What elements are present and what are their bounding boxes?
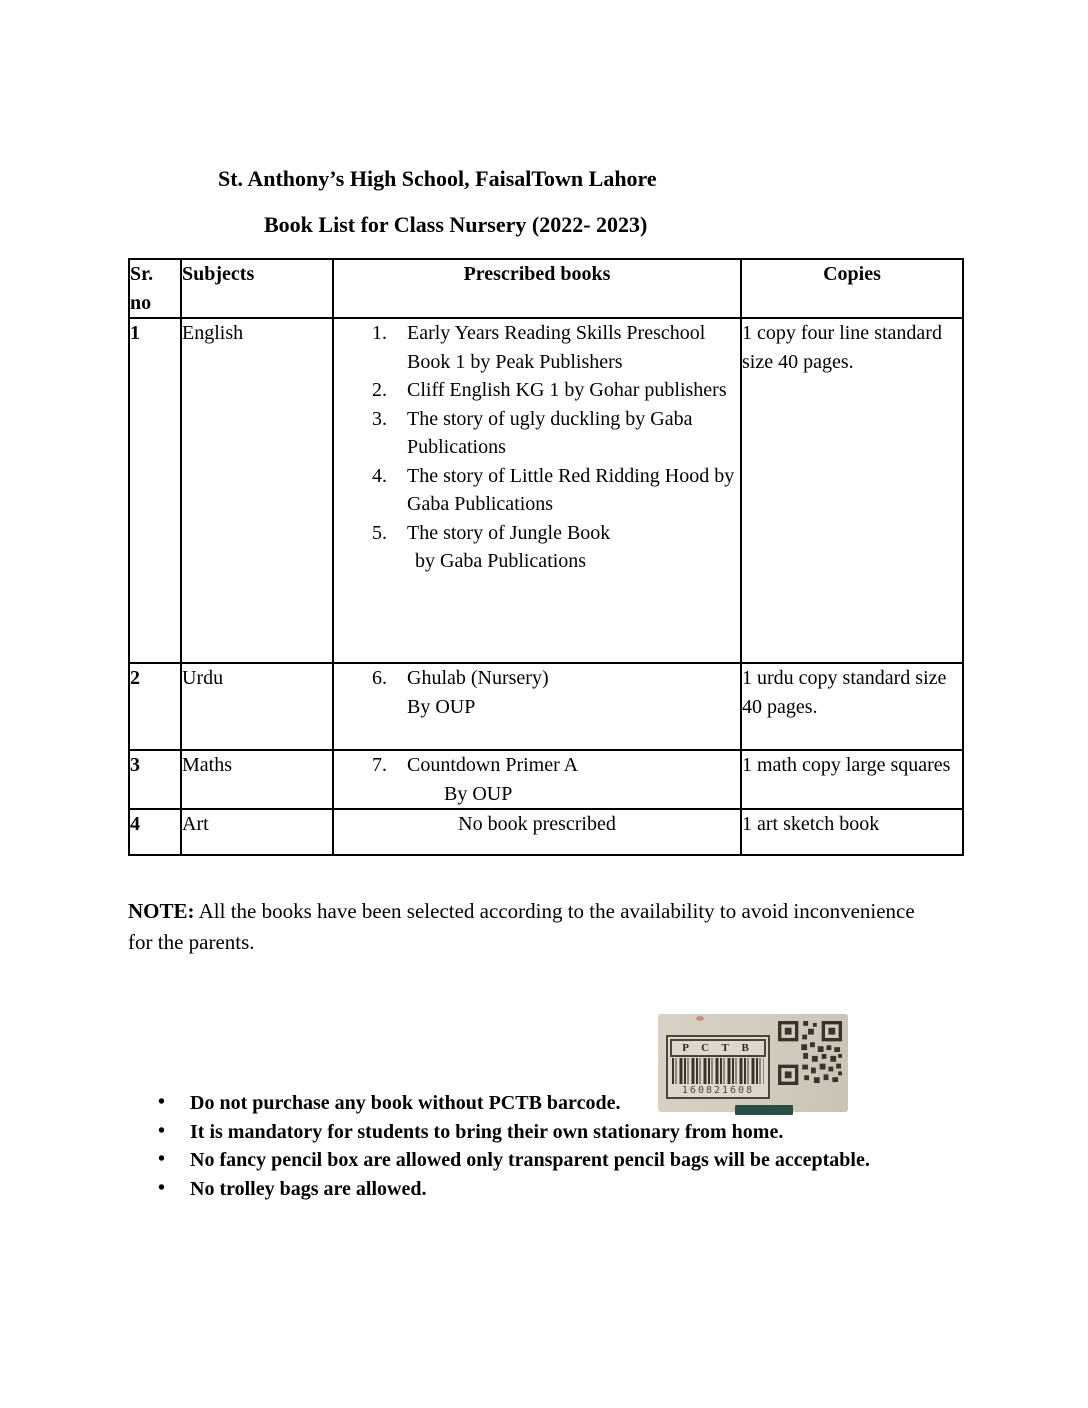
book-item: [372, 319, 740, 376]
book-number: 6.: [372, 667, 387, 689]
instruction-text: Do not purchase any book without PCTB barcode.: [190, 1092, 621, 1114]
table-row: [129, 663, 963, 750]
books-cell: No book prescribed: [333, 809, 741, 855]
header-subjects: Subjects: [181, 259, 333, 318]
book-number: 5.: [372, 521, 387, 544]
book-title: Early Years Reading Skills Preschool Book 1 by Peak Publishers: [407, 322, 706, 373]
note-text: All the books have been selected according to the availability to avoid inconvenience for the parents.: [128, 899, 915, 954]
book-title: The story of ugly duckling by Gaba Publications: [407, 407, 693, 458]
row-number: 2: [129, 663, 181, 750]
copies-cell: 1 copy four line standard size 40 pages.: [741, 318, 963, 663]
book-subline: By OUP: [407, 695, 476, 718]
header-sr-line1: Sr.: [130, 263, 154, 285]
table-row: [129, 809, 963, 855]
bullet-icon: •: [158, 1176, 166, 1199]
book-title: The story of Little Red Ridding Hood by Gaba Publications: [407, 464, 735, 515]
copies-cell: 1 urdu copy standard size 40 pages.: [741, 663, 963, 750]
bullet-icon: •: [158, 1091, 166, 1113]
barcode-stripes-icon: [672, 1058, 764, 1084]
book-number: 7.: [372, 754, 387, 776]
book-title: Cliff English KG 1 by Gohar publishers: [407, 379, 727, 401]
instruction-item: [156, 1178, 870, 1207]
book-edge-strip: [735, 1105, 793, 1115]
header-sr-no: [129, 259, 181, 318]
book-subline: by Gaba Publications: [415, 550, 587, 572]
barcode-number: 160821608: [681, 1085, 755, 1096]
table-row: [129, 750, 963, 809]
book-item: [372, 462, 740, 519]
note-label: NOTE:: [128, 899, 195, 923]
header-sr-line2: no: [130, 291, 152, 314]
subject-cell: English: [181, 318, 333, 663]
photo-artifact-dot: [696, 1016, 704, 1021]
booklist-table: [128, 258, 964, 856]
table-row: [129, 318, 963, 663]
book-title: The story of Jungle Book: [407, 521, 611, 544]
bullet-icon: •: [158, 1148, 166, 1171]
copies-cell: 1 math copy large squares: [741, 750, 963, 809]
book-number: 4.: [372, 464, 387, 487]
subject-cell: Art: [181, 809, 333, 855]
book-item: [372, 376, 740, 405]
instruction-text: No fancy pencil box are allowed only transparent pencil bags will be acceptable.: [190, 1149, 870, 1172]
instruction-text: No trolley bags are allowed.: [190, 1177, 427, 1200]
pctb-barcode-photo: [658, 1014, 848, 1112]
note: [128, 896, 928, 958]
book-item: [372, 664, 740, 721]
books-cell: [333, 750, 741, 809]
book-item: [372, 519, 740, 576]
book-subline: By OUP: [444, 782, 513, 805]
table-header-row: [129, 259, 963, 318]
subject-cell: Maths: [181, 750, 333, 809]
book-title: Countdown Primer A: [407, 754, 579, 776]
book-item: [372, 751, 740, 808]
instruction-item: [156, 1149, 870, 1178]
instruction-item: [156, 1121, 870, 1150]
qr-code-icon: [778, 1021, 842, 1085]
books-cell: [333, 663, 741, 750]
books-cell: [333, 318, 741, 663]
books-list: [334, 664, 740, 721]
page-title: St. Anthony’s High School, FaisalTown Lahore: [218, 166, 657, 191]
copies-cell: 1 art sketch book: [741, 809, 963, 855]
row-number: 3: [129, 750, 181, 809]
book-number: 3.: [372, 407, 387, 430]
book-number: 2.: [372, 379, 387, 401]
header-prescribed-books: Prescribed books: [333, 259, 741, 318]
books-list: [334, 319, 740, 576]
page-subtitle: Book List for Class Nursery (2022- 2023): [264, 212, 648, 237]
books-list: [334, 751, 740, 808]
book-number: 1.: [372, 322, 387, 344]
book-item: [372, 405, 740, 462]
subject-cell: Urdu: [181, 663, 333, 750]
bullet-icon: •: [158, 1119, 166, 1142]
pctb-label: [666, 1035, 770, 1099]
row-number: 4: [129, 809, 181, 855]
header-copies: Copies: [741, 259, 963, 318]
pctb-label-title: P C T B: [670, 1039, 766, 1057]
row-number: 1: [129, 318, 181, 663]
book-title: Ghulab (Nursery): [407, 667, 549, 689]
instruction-text: It is mandatory for students to bring their own stationary from home.: [190, 1120, 784, 1143]
